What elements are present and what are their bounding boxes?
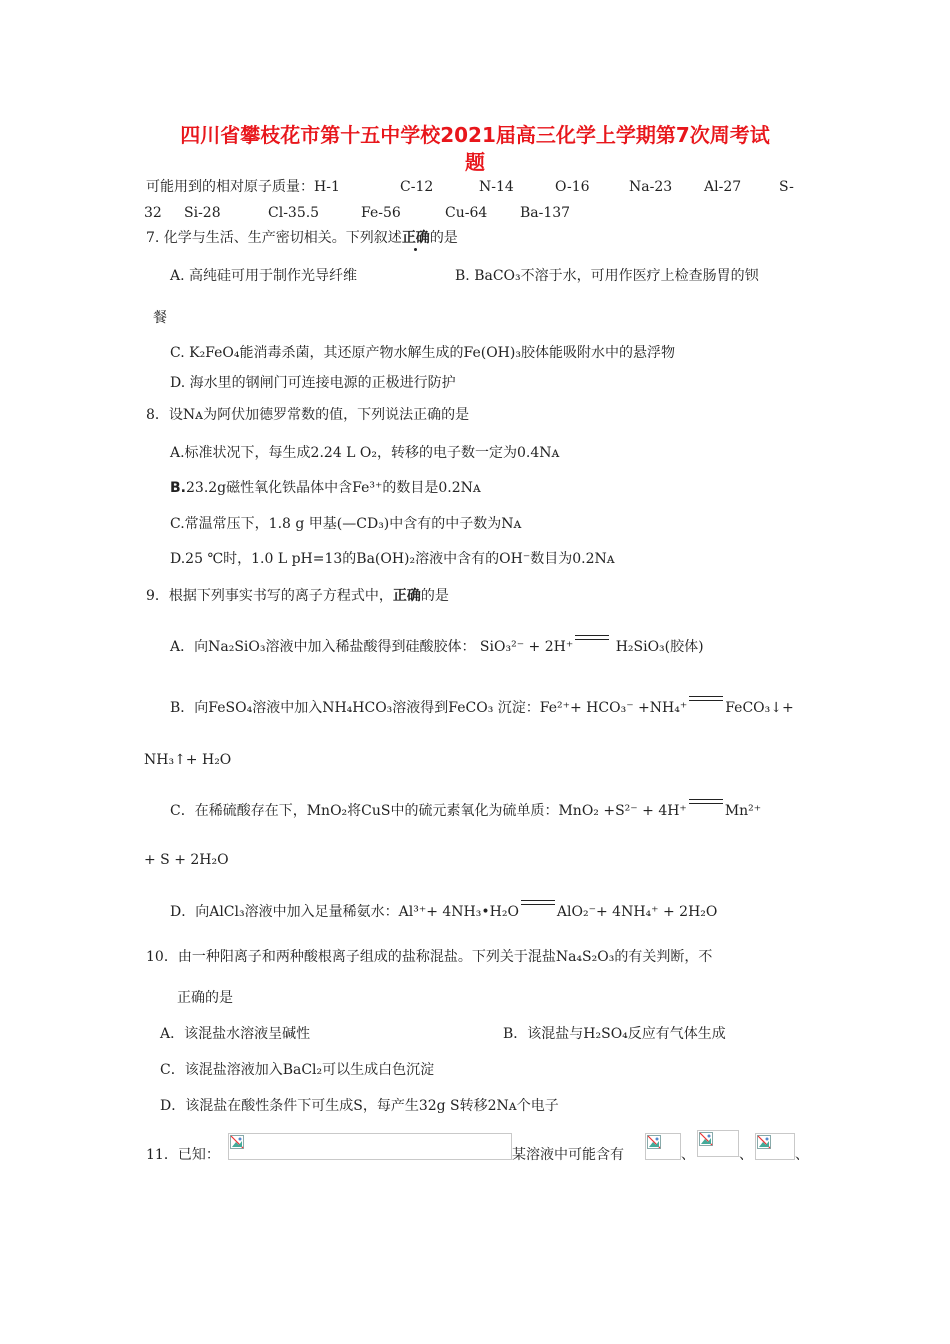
mass-item: 32	[144, 205, 162, 221]
q10-stem-cont: 正确的是	[177, 990, 233, 1006]
q7-option-a: A. 高纯硅可用于制作光导纤维	[170, 268, 358, 284]
q8-option-b-text: 23.2g磁性氧化铁晶体中含Fe³⁺的数目是0.2Nᴀ	[186, 480, 481, 496]
q8-option-d: D.25 ℃时，1.0 L pH=13的Ba(OH)₂溶液中含有的OH⁻数目为0.2Nᴀ	[170, 551, 615, 567]
broken-image-icon	[230, 1135, 244, 1149]
q9-stem-text: 9．根据下列事实书写的离子方程式中，	[146, 588, 393, 604]
q7-option-c: C. K₂FeO₄能消毒杀菌，其还原产物水解生成的Fe(OH)₃胶体能吸附水中的悬浮物	[170, 345, 675, 361]
q7-option-b: B. BaCO₃不溶于水，可用作医疗上检查肠胃的钡	[455, 268, 759, 284]
mass-item: Ba-137	[520, 205, 571, 221]
page-title-cont: 题	[465, 150, 485, 174]
q10-option-c: C．该混盐溶液加入BaCl₂可以生成白色沉淀	[160, 1062, 435, 1078]
broken-image-icon	[647, 1135, 661, 1149]
q9-stem	[146, 587, 449, 605]
separator: 、	[739, 1147, 753, 1163]
q10-option-d: D．该混盐在酸性条件下可生成S，每产生32g S转移2Nᴀ个电子	[160, 1098, 559, 1114]
mass-item: Cu-64	[445, 205, 488, 221]
broken-image-placeholder	[755, 1133, 795, 1160]
q7-option-d: D. 海水里的钢闸门可连接电源的正极进行防护	[170, 375, 456, 391]
q10-option-a: A．该混盐水溶液呈碱性	[160, 1026, 311, 1042]
equals-sign	[521, 900, 555, 914]
q9-c-reactants: C．在稀硫酸存在下，MnO₂将CuS中的硫元素氧化为硫单质：MnO₂ +S²⁻ + 4H⁺	[170, 803, 687, 819]
q11-stem: 11．已知：	[146, 1147, 220, 1163]
equals-sign	[689, 799, 723, 813]
mass-item: Na-23	[629, 179, 673, 195]
page-title: 四川省攀枝花市第十五中学校2021届高三化学上学期第7次周考试	[180, 123, 770, 147]
q9-option-c-cont: + S + 2H₂O	[144, 852, 229, 868]
q8-option-b	[170, 479, 481, 497]
mass-item: N-14	[479, 179, 514, 195]
q7-option-b-cont: 餐	[153, 310, 167, 326]
q8-stem: 8．设Nᴀ为阿伏加德罗常数的值，下列说法正确的是	[146, 407, 470, 423]
q9-option-d	[170, 900, 717, 921]
equals-sign	[575, 635, 609, 649]
mass-item: Fe-56	[361, 205, 401, 221]
q9-stem-tail: 的是	[420, 588, 449, 604]
q9-a-products: H₂SiO₃(胶体)	[615, 639, 704, 655]
q9-option-b	[170, 696, 794, 717]
broken-image-placeholder	[645, 1133, 681, 1160]
q9-stem-emphasis: 正确	[392, 588, 421, 604]
broken-image-placeholder	[228, 1133, 512, 1160]
q9-option-a	[170, 635, 704, 656]
q8-option-a: A.标准状况下，每生成2.24 L O₂，转移的电子数一定为0.4Nᴀ	[170, 445, 560, 461]
q9-a-reactants: A．向Na₂SiO₃溶液中加入稀盐酸得到硅酸胶体： SiO₃²⁻ + 2H⁺	[170, 639, 574, 655]
q9-b-products: FeCO₃↓+	[725, 700, 794, 716]
q9-c-products: Mn²⁺	[724, 803, 762, 819]
broken-image-placeholder	[697, 1130, 739, 1157]
broken-image-icon	[757, 1135, 771, 1149]
q7-stem-emphasis: 正确	[401, 230, 430, 246]
q10-stem: 10．由一种阳离子和两种酸根离子组成的盐称混盐。下列关于混盐Na₄S₂O₃的有关判断，不	[146, 949, 713, 965]
mass-item: Si-28	[184, 205, 221, 221]
mass-item: Al-27	[704, 179, 742, 195]
separator: 、	[795, 1147, 809, 1163]
equals-sign	[689, 696, 723, 710]
q9-b-reactants: B．向FeSO₄溶液中加入NH₄HCO₃溶液得到FeCO₃ 沉淀：Fe²⁺+ HCO₃⁻ +NH₄⁺	[170, 700, 688, 716]
q9-d-reactants: D．向AlCl₃溶液中加入足量稀氨水：Al³⁺+ 4NH₃•H₂O	[170, 904, 519, 920]
separator: 、	[681, 1147, 695, 1163]
q7-stem-text: 7. 化学与生活、生产密切相关。下列叙述	[146, 230, 402, 246]
q9-option-c	[170, 799, 761, 820]
q7-stem-tail: 的是	[429, 230, 458, 246]
q9-d-products: AlO₂⁻+ 4NH₄⁺ + 2H₂O	[556, 904, 718, 920]
q8-option-b-label: B.	[170, 480, 186, 496]
q10-option-b: B．该混盐与H₂SO₄反应有气体生成	[503, 1026, 726, 1042]
q8-option-c: C.常温常压下，1.8 g 甲基(—CD₃)中含有的中子数为Nᴀ	[170, 516, 522, 532]
mass-item: O-16	[555, 179, 590, 195]
mass-item: C-12	[400, 179, 434, 195]
mass-item: S-	[779, 179, 794, 195]
mass-item: Cl-35.5	[268, 205, 320, 221]
q11-middle-text: 某溶液中可能含有	[512, 1147, 624, 1163]
broken-image-icon	[699, 1132, 713, 1146]
mass-item: 可能用到的相对原子质量：H-1	[146, 179, 340, 195]
q9-option-b-cont: NH₃↑+ H₂O	[144, 752, 232, 768]
q7-stem	[146, 229, 458, 247]
